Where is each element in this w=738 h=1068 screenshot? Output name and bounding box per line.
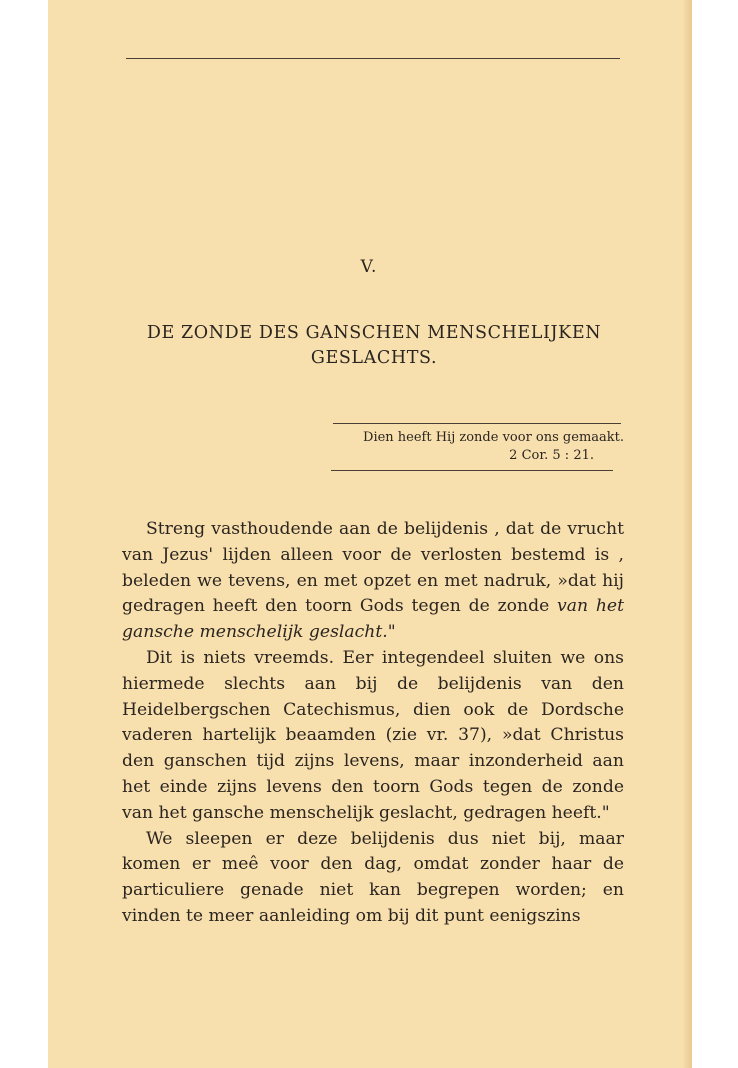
chapter-title-line-1: DE ZONDE DES GANSCHEN MENSCHELIJKEN <box>146 323 602 343</box>
header-rule <box>126 58 620 59</box>
chapter-title <box>118 321 630 371</box>
chapter-title-line-2: GESLACHTS. <box>310 348 438 368</box>
chapter-number: V. <box>360 257 378 277</box>
paragraph-1-italic: van het gansche menschelijk geslacht. <box>122 596 624 643</box>
page-edge <box>684 0 692 1068</box>
paragraph-1-text: Streng vasthoudende aan de belijdenis , dat de vrucht van Jezus' lijden alleen voor de verlosten bestemd is , beleden we tevens, en met opzet en met nadruk, »dat hij gedragen heeft den toorn Gods tegen de zonde <box>122 519 624 617</box>
paragraph-3: We sleepen er deze belijdenis dus niet bij, maar komen er meê voor den dag, omdat zonder haar de particuliere genade niet kan begrepen worden; en vinden te meer aanleiding om bij dit punt eenigszins <box>122 828 624 926</box>
epigraph-rule-bottom <box>331 470 613 471</box>
epigraph-rule-top <box>333 423 621 424</box>
epigraph <box>326 429 624 465</box>
paragraph-1 <box>122 517 624 646</box>
paragraph-2: Dit is niets vreemds. Eer integendeel sluiten we ons hiermede slechts aan bij de belijdenis van den Heidelbergschen Catechismus, dien ook de Dordsche vaderen hartelijk beaamden (zie vr. 37), »dat Christus den ganschen tijd zijns levens, maar inzonderheid aan het einde zijns levens den toorn Gods tegen de zonde van het gansche menschelijk geslacht, gedragen heeft." <box>122 647 624 823</box>
paragraph-1-close: " <box>387 622 396 643</box>
epigraph-reference: 2 Cor. 5 : 21. <box>509 448 594 463</box>
body-text <box>122 517 624 930</box>
epigraph-quote: Dien heeft Hij zonde voor ons gemaakt. <box>363 430 624 445</box>
